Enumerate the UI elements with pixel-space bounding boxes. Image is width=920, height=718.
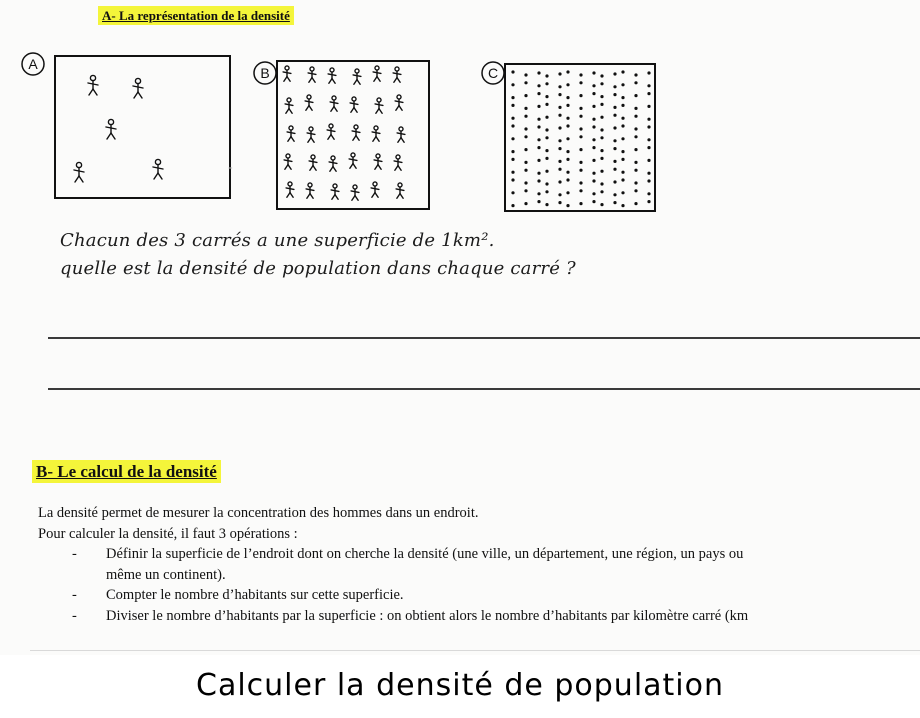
answer-line-2 [48,388,920,390]
population-dot [558,160,561,163]
population-dot [566,137,569,140]
section-b-body [38,503,920,626]
population-dot [558,114,561,117]
population-dot [545,103,548,106]
stick-figure-icon [351,185,359,200]
population-dot [592,146,595,149]
square-letter: A [28,56,38,72]
population-dot [621,191,624,194]
population-dot [537,146,540,149]
stick-figure-icon [396,183,404,198]
population-dot [634,135,637,138]
stick-figure-icon [394,155,402,170]
population-dot [545,149,548,152]
population-dot [634,115,637,118]
population-dot [511,171,514,174]
bullet-dash: - [72,587,77,603]
section-a-title: A- La représentation de la densité [98,8,294,24]
population-dot [566,191,569,194]
population-dot [647,105,650,108]
population-dot [566,83,569,86]
population-dot [545,128,548,131]
population-dot [634,181,637,184]
population-dot [600,136,603,139]
square-b [254,61,429,209]
population-dot [621,171,624,174]
population-dot [511,137,514,140]
population-dot [524,127,527,130]
population-dot [558,193,561,196]
population-dot [600,128,603,131]
population-dot [621,137,624,140]
population-dot [537,159,540,162]
population-dot [647,159,650,162]
stick-figure-icon [331,184,339,199]
population-dot [634,189,637,192]
stick-figure-icon [285,98,293,113]
population-dot [566,158,569,161]
stick-figure-icon [352,125,360,140]
stick-figure-icon [350,97,358,112]
population-dot [600,103,603,106]
population-dot [566,117,569,120]
population-dot [524,115,527,118]
population-dot [613,160,616,163]
population-dot [647,125,650,128]
stick-figure-icon [309,155,317,170]
intro-line-2: Pour calculer la densité, il faut 3 opérations : [38,525,298,542]
population-dot [566,178,569,181]
population-dot [579,107,582,110]
population-dot [545,95,548,98]
population-dot [537,105,540,108]
stick-figure-icon [308,67,316,82]
population-dot [592,118,595,121]
population-dot [524,161,527,164]
handwritten-line-1: Chacun des 3 carrés a une superficie de 1km². [60,230,495,251]
square-letter: C [487,65,499,81]
population-dot [566,124,569,127]
population-dot [511,96,514,99]
stick-figure-icon [330,96,338,111]
population-dot [566,104,569,107]
bullet-text-3: Diviser le nombre d’habitants par la superficie : on obtient alors le nombre d’habitants par kilomètre carré (km [106,607,749,624]
population-dot [524,148,527,151]
population-dot [647,172,650,175]
population-dot [558,93,561,96]
population-dot [524,94,527,97]
population-dot [537,172,540,175]
population-dot [634,73,637,76]
population-dot [647,192,650,195]
population-dot [558,85,561,88]
population-dot [545,74,548,77]
population-dot [579,73,582,76]
population-dot [579,115,582,118]
population-dot [511,150,514,153]
population-dot [524,135,527,138]
section-b-title: B- Le calcul de la densité [32,462,221,482]
stray-mark: - [228,160,233,175]
population-dot [558,180,561,183]
bullet-text-1a: Définir la superficie de l’endroit dont on cherche la densité (une ville, un département, une région, un pays ou [106,546,744,562]
population-dot [621,204,624,207]
stick-figure-icon [284,154,292,169]
population-dot [511,70,514,73]
population-dot [613,126,616,129]
population-dot [592,159,595,162]
population-dot [566,204,569,207]
population-dot [621,178,624,181]
stick-figure-icon [393,67,401,82]
population-dot [545,190,548,193]
stick-figure-icon [88,75,98,95]
stick-figure-icon [328,68,336,83]
population-dot [579,189,582,192]
population-dot [600,149,603,152]
population-dot [613,85,616,88]
population-dot [566,150,569,153]
handwritten-line-2: quelle est la densité de population dans chaque carré ? [60,258,576,279]
population-dot [621,158,624,161]
population-dot [613,139,616,142]
population-dot [579,181,582,184]
population-dot [545,82,548,85]
population-dot [558,168,561,171]
stick-figure-icon [372,126,380,141]
population-dot [558,72,561,75]
population-dot [524,107,527,110]
bullet-dash: - [72,607,77,624]
stick-figure-icon [106,119,116,139]
population-dot [634,94,637,97]
population-dot [545,157,548,160]
stick-figure-icon [374,154,382,169]
population-dot [558,147,561,150]
population-dot [579,202,582,205]
stick-figure-icon [153,159,163,179]
population-dot [600,95,603,98]
population-dot [621,124,624,127]
answer-line-1 [48,337,920,339]
population-dot [537,92,540,95]
population-dot [621,117,624,120]
population-dot [511,178,514,181]
population-dot [511,104,514,107]
population-dot [621,96,624,99]
population-dot [579,169,582,172]
stick-figure-icon [327,124,335,139]
population-dot [634,161,637,164]
population-dot [558,106,561,109]
population-dot [647,138,650,141]
stick-figure-icon [349,153,357,168]
population-dot [621,104,624,107]
population-dot [613,180,616,183]
population-dot [592,84,595,87]
population-dot [545,203,548,206]
population-dot [613,72,616,75]
population-dot [647,71,650,74]
population-dot [600,170,603,173]
population-dot [524,169,527,172]
population-dot [634,107,637,110]
population-dot [537,138,540,141]
page-bottom-edge [30,650,920,651]
square-c [482,62,655,211]
population-dot [600,82,603,85]
population-dot [634,148,637,151]
population-dot [558,201,561,204]
list-item [38,606,920,627]
population-dot [524,73,527,76]
population-dot [592,105,595,108]
stick-figure-icon [395,95,403,110]
population-dot [511,83,514,86]
stick-figure-icon [287,126,295,141]
population-dot [592,138,595,141]
stick-figure-icon [305,95,313,110]
population-dot [613,106,616,109]
population-dot [613,201,616,204]
population-dot [647,118,650,121]
population-dot [537,200,540,203]
population-dot [613,193,616,196]
population-dot [592,172,595,175]
stick-figure-icon [133,78,143,98]
population-dot [613,147,616,150]
population-dot [592,125,595,128]
population-dot [592,179,595,182]
population-dot [621,70,624,73]
population-dot [537,118,540,121]
population-dot [634,202,637,205]
population-dot [613,93,616,96]
population-dot [600,116,603,119]
stick-figure-icon [353,69,361,84]
population-dot [647,179,650,182]
stick-figure-icon [307,127,315,142]
stick-figure-icon [371,182,379,197]
population-dot [579,148,582,151]
population-dot [545,182,548,185]
population-dot [600,190,603,193]
population-dot [613,114,616,117]
population-dot [579,81,582,84]
stick-figure-icon [375,98,383,113]
population-dot [621,150,624,153]
population-dot [545,136,548,139]
population-dot [600,182,603,185]
stick-figure-icon [373,66,381,81]
bullet-text-2: Compter le nombre d’habitants sur cette superficie. [106,587,404,603]
population-dot [600,74,603,77]
population-dot [579,161,582,164]
population-dot [511,158,514,161]
operations-list [38,544,920,626]
square-letter: B [260,65,270,81]
population-dot [524,202,527,205]
population-dot [579,94,582,97]
population-dot [566,171,569,174]
population-dot [634,81,637,84]
population-dot [592,200,595,203]
population-dot [558,139,561,142]
population-dot [592,71,595,74]
list-item [38,544,920,585]
population-dot [600,203,603,206]
population-dot [537,71,540,74]
stick-figure-icon [397,127,405,142]
population-dot [524,189,527,192]
population-dot [537,192,540,195]
stick-figure-icon [283,66,291,81]
population-dot [524,181,527,184]
intro-line-1: La densité permet de mesurer la concentration des hommes dans un endroit. [38,505,479,521]
bullet-text-1b: même un continent). [106,566,226,583]
population-dot [511,117,514,120]
population-dot [647,200,650,203]
population-dot [647,84,650,87]
population-dot [511,191,514,194]
population-dot [634,127,637,130]
population-dot [537,84,540,87]
population-dot [634,169,637,172]
population-dot [545,116,548,119]
population-dot [613,168,616,171]
population-dot [600,157,603,160]
caption-title: Calculer la densité de population [196,668,724,703]
population-dot [566,96,569,99]
population-dot [647,92,650,95]
population-dot [621,83,624,86]
stick-figure-icon [329,156,337,171]
population-dot [558,126,561,129]
stick-figure-icon [306,183,314,198]
population-dot [579,135,582,138]
list-item [38,585,920,606]
bullet-dash: - [72,546,77,562]
population-dot [647,146,650,149]
population-dot [592,92,595,95]
population-dot [511,124,514,127]
population-dot [592,192,595,195]
population-dot [545,170,548,173]
stick-figure-icon [286,182,294,197]
population-dot [579,127,582,130]
population-dot [524,81,527,84]
population-dot [537,125,540,128]
square-a [22,53,230,198]
population-dot [511,204,514,207]
population-dot [537,179,540,182]
population-dot [566,70,569,73]
stick-figure-icon [74,162,84,182]
